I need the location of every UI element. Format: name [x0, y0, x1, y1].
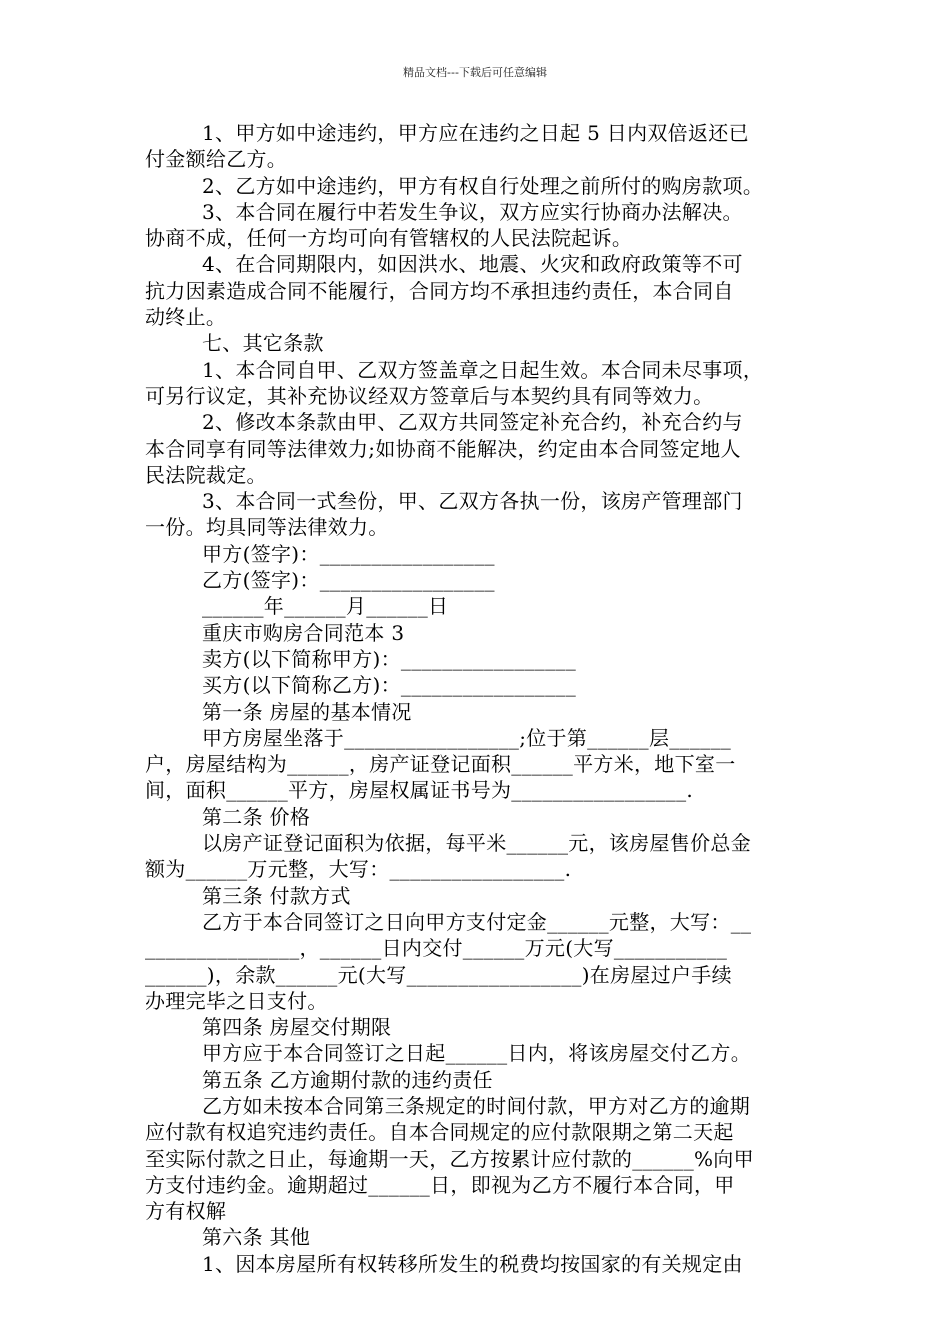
- text-line: 2、乙方如中途违约，甲方有权自行处理之前所付的购房款项。: [202, 173, 764, 198]
- text-line: 七、其它条款: [202, 331, 324, 356]
- text-line: 至实际付款之日止，每逾期一天，乙方按累计应付款的______%向甲: [145, 1146, 754, 1171]
- text-line: 第一条 房屋的基本情况: [202, 699, 412, 724]
- text-line: ______年______月______日: [202, 594, 449, 619]
- text-line: _______________，______日内交付______万元(大写___________: [145, 936, 728, 961]
- text-line: 户，房屋结构为______，房产证登记面积______平方米，地下室一: [145, 752, 736, 777]
- text-line: 付金额给乙方。: [145, 147, 288, 172]
- text-line: 3、本合同一式叁份，甲、乙双方各执一份，该房产管理部门: [202, 489, 743, 514]
- text-line: 民法院裁定。: [145, 462, 267, 487]
- text-line: 1、因本房屋所有权转移所发生的税费均按国家的有关规定由: [202, 1251, 743, 1276]
- text-line: 额为______万元整，大写：_________________.: [145, 857, 572, 882]
- text-line: 甲方房屋坐落于_________________;位于第______层______: [202, 725, 732, 750]
- text-line: 甲方应于本合同签订之日起______日内，将该房屋交付乙方。: [202, 1041, 751, 1066]
- text-line: 买方(以下简称乙方)：_________________: [202, 673, 577, 698]
- text-line: 第六条 其他: [202, 1225, 311, 1250]
- text-line: 方有权解: [145, 1199, 227, 1224]
- text-line: 本合同享有同等法律效力;如协商不能解决，约定由本合同签定地人: [145, 436, 741, 461]
- text-line: 一份。均具同等法律效力。: [145, 515, 389, 540]
- text-line: 间，面积______平方，房屋权属证书号为_________________.: [145, 778, 694, 803]
- text-line: 可另行议定，其补充协议经双方签章后与本契约具有同等效力。: [145, 383, 714, 408]
- text-line: 第五条 乙方逾期付款的违约责任: [202, 1067, 493, 1092]
- text-line: ______)，余款______元(大写_________________)在房屋过户手续: [145, 962, 732, 987]
- text-line: 1、本合同自甲、乙双方签盖章之日起生效。本合同未尽事项，: [202, 357, 764, 382]
- text-line: 应付款有权追究违约责任。自本合同规定的应付款限期之第二天起: [145, 1120, 734, 1145]
- text-line: 以房产证登记面积为依据，每平米______元，该房屋售价总金: [202, 831, 751, 856]
- page-header: 精品文档---下载后可任意编辑: [403, 66, 547, 79]
- contract-body: [145, 120, 813, 1277]
- text-line: 乙方于本合同签订之日向甲方支付定金______元整，大写：__: [202, 909, 752, 934]
- text-line: 抗力因素造成合同不能履行，合同方均不承担违约责任，本合同自: [145, 278, 734, 303]
- text-line: 第二条 价格: [202, 804, 311, 829]
- text-line: 甲方(签字)：_________________: [202, 541, 495, 566]
- text-line: 动终止。: [145, 305, 227, 330]
- text-line: 乙方如未按本合同第三条规定的时间付款，甲方对乙方的逾期: [202, 1093, 751, 1118]
- text-line: 重庆市购房合同范本 3: [202, 620, 405, 645]
- text-line: 协商不成，任何一方均可向有管辖权的人民法院起诉。: [145, 226, 633, 251]
- text-line: 1、甲方如中途违约，甲方应在违约之日起 5 日内双倍返还已: [202, 121, 749, 145]
- text-line: 2、修改本条款由甲、乙双方共同签定补充合约，补充合约与: [202, 410, 743, 435]
- text-line: 办理完毕之日支付。: [145, 988, 328, 1013]
- text-line: 卖方(以下简称甲方)：_________________: [202, 646, 577, 671]
- text-line: 第三条 付款方式: [202, 883, 351, 908]
- text-line: 3、本合同在履行中若发生争议，双方应实行协商办法解决。: [202, 199, 743, 224]
- text-line: 第四条 房屋交付期限: [202, 1015, 392, 1040]
- text-line: 方支付违约金。逾期超过______日，即视为乙方不履行本合同，甲: [145, 1172, 735, 1197]
- text-line: 4、在合同期限内，如因洪水、地震、火灾和政府政策等不可: [202, 252, 743, 277]
- text-line: 乙方(签字)：_________________: [202, 568, 495, 593]
